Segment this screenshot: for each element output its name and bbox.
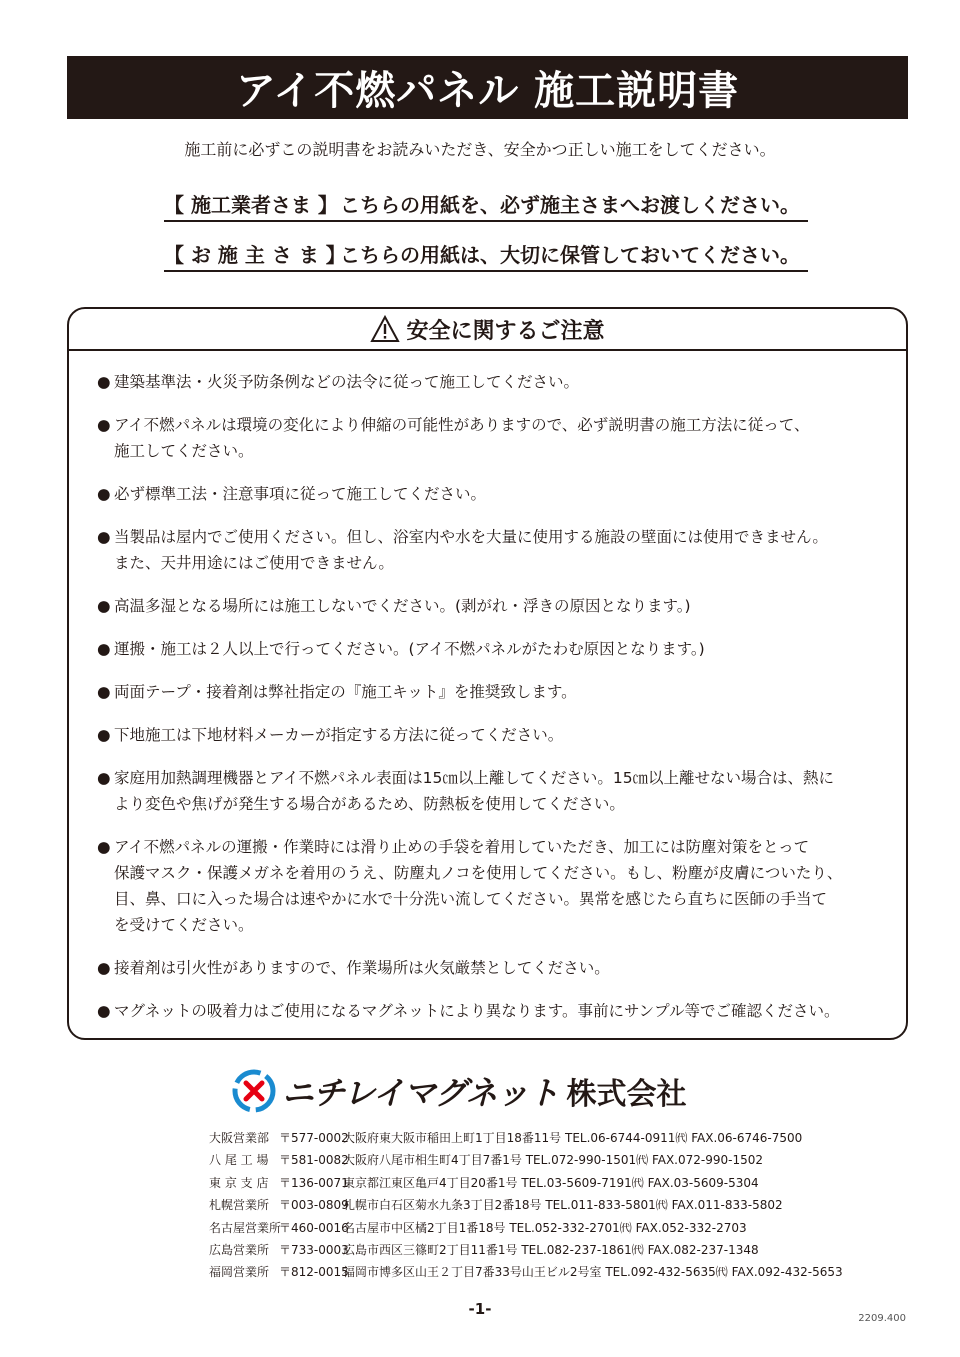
note-item: ● 当製品は屋内でご使用ください。但し、浴室内や水を大量に使用する施設の壁面には使用できません。 また、天井用途にはご使用できません。	[97, 524, 897, 576]
office-name: 八 尾 工 場	[209, 1153, 269, 1168]
recipient-label: 【 お 施 主 さ ま 】	[164, 243, 346, 267]
note-item: ● アイ不燃パネルの運搬・作業時には滑り止めの手袋を着用していただき、加工には防塵対策をとって 保護マスク・保護メガネを着用のうえ、防塵丸ノコを使用してください。もし、粉塵が皮膚についたり、 目、鼻、口に入った場合は速やかに水で十分洗い流してください。異常を感じたら直ちに医師の手当て を受けてください。	[97, 834, 897, 938]
document-title: アイ不燃パネル 施工説明書	[67, 56, 908, 119]
office-zip: 〒581-0082	[279, 1153, 349, 1168]
office-name: 名古屋営業所	[209, 1220, 282, 1235]
warning-icon	[370, 315, 400, 343]
intro-text: 施工前に必ずこの説明書をお読みいただき、安全かつ正しい施工をしてください。	[184, 140, 776, 159]
office-row	[209, 1217, 843, 1239]
note-item: ● 下地施工は下地材料メーカーが指定する方法に従ってください。	[97, 722, 897, 748]
office-zip: 〒577-0002	[279, 1131, 349, 1145]
office-name: 大阪営業部	[209, 1131, 270, 1145]
office-name: 福岡営業所	[209, 1265, 270, 1280]
office-name: 広島営業所	[209, 1243, 270, 1258]
office-name: 東 京 支 店	[209, 1175, 269, 1190]
office-zip: 〒733-0003	[279, 1243, 349, 1258]
recipient-line-owner	[164, 238, 808, 272]
note-item: ● 接着剤は引火性がありますので、作業場所は火気厳禁としてください。	[97, 955, 897, 981]
safety-header	[69, 309, 906, 351]
page-number: -1-	[468, 1300, 492, 1318]
note-item: ● 家庭用加熱調理機器とアイ不燃パネル表面は15㎝以上離してください。15㎝以上離せない場合は、熱に より変色や焦げが発生する場合があるため、防熱板を使用してください。	[97, 765, 897, 817]
company-logo-text: ニチレイマグネット	[282, 1074, 559, 1112]
note-item: ● 必ず標準工法・注意事項に従って施工してください。	[97, 481, 897, 507]
office-detail: 東京都江東区亀戸4丁目20番1号 TEL.03-5609-7191㈹ FAX.03-5609-5304	[343, 1175, 759, 1190]
note-item: ● アイ不燃パネルは環境の変化により伸縮の可能性がありますので、必ず説明書の施工方法に従って、 施工してください。	[97, 412, 897, 464]
office-detail: 大阪府八尾市相生町4丁目7番1号 TEL.072-990-1501㈹ FAX.072-990-1502	[343, 1153, 764, 1168]
note-item: ● 建築基準法・火災予防条例などの法令に従って施工してください。	[97, 369, 897, 395]
office-row	[209, 1127, 843, 1149]
recipient-label: 【 施工業者さま 】	[164, 193, 338, 217]
company-logo-icon	[232, 1069, 276, 1113]
company-logo	[232, 1066, 686, 1116]
note-item: ● 両面テープ・接着剤は弊社指定の『施工キット』を推奨致します。	[97, 679, 897, 705]
recipient-message: こちらの用紙は、大切に保管しておいてください。	[340, 243, 800, 267]
office-row	[209, 1239, 843, 1261]
office-zip: 〒136-0071	[279, 1175, 349, 1190]
office-name: 札幌営業所	[209, 1198, 270, 1213]
safety-notice-box	[67, 307, 908, 1040]
office-row	[209, 1261, 843, 1283]
office-detail: 広島市西区三篠町2丁目11番1号 TEL.082-237-1861㈹ FAX.082-237-1348	[343, 1243, 759, 1258]
office-row	[209, 1172, 843, 1194]
safety-notes-list	[97, 369, 897, 1041]
office-list	[209, 1127, 843, 1284]
office-row	[209, 1149, 843, 1171]
office-zip: 〒812-0015	[279, 1265, 349, 1280]
note-item: ● 運搬・施工は２人以上で行ってください。(アイ不燃パネルがたわむ原因となります。)	[97, 636, 897, 662]
note-item: ● マグネットの吸着力はご使用になるマグネットにより異なります。事前にサンプル等でご確認ください。	[97, 998, 897, 1024]
recipient-line-contractor	[164, 188, 808, 222]
office-detail: 札幌市白石区菊水九条3丁目2番18号 TEL.011-833-5801㈹ FAX.011-833-5802	[343, 1198, 783, 1213]
company-suffix: 株式会社	[566, 1077, 687, 1112]
office-zip: 〒460-0016	[279, 1220, 349, 1235]
document-code: 2209.400	[858, 1313, 906, 1324]
safety-heading: 安全に関するご注意	[406, 318, 605, 344]
office-row	[209, 1194, 843, 1216]
office-detail: 大阪府東大阪市稲田上町1丁目18番11号 TEL.06-6744-0911㈹ FAX.06-6746-7500	[343, 1131, 803, 1145]
office-detail: 名古屋市中区橘2丁目1番18号 TEL.052-332-2701㈹ FAX.052-332-2703	[343, 1220, 747, 1235]
recipient-message: こちらの用紙を、必ず施主さまへお渡しください。	[340, 193, 800, 217]
note-item: ● 高温多湿となる場所には施工しないでください。(剥がれ・浮きの原因となります。)	[97, 593, 897, 619]
office-detail: 福岡市博多区山王２丁目7番33号山王ビル2号室 TEL.092-432-5635㈹ FAX.092-432-5653	[343, 1265, 843, 1280]
office-zip: 〒003-0809	[279, 1198, 349, 1213]
